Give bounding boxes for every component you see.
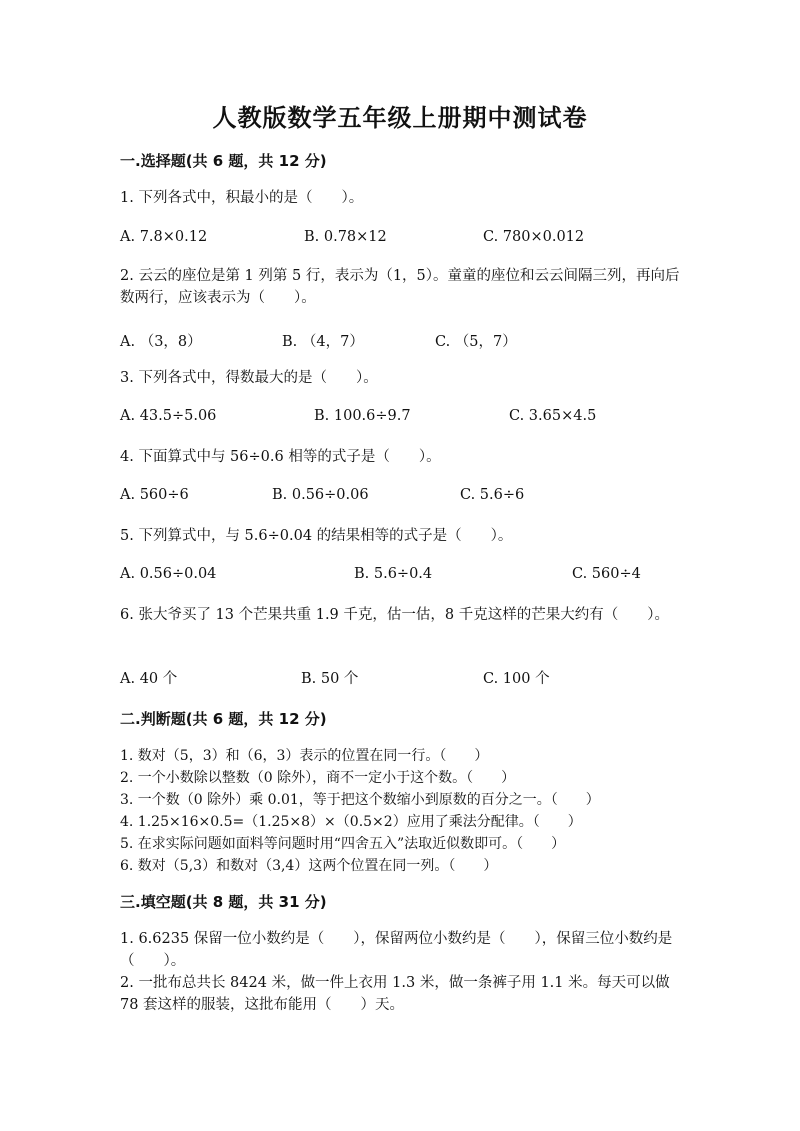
option-b: B. 0.56÷0.06 <box>272 487 369 503</box>
option-a: A. 0.56÷0.04 <box>120 566 217 582</box>
judgement-item: 2. 一个小数除以整数（0 除外），商不一定小于这个数。（ ） <box>120 770 516 786</box>
judgement-item: 4. 1.25×16×0.5=（1.25×8）×（0.5×2）应用了乘法分配律。（ ） <box>120 814 582 830</box>
option-b: B. 50 个 <box>301 671 359 687</box>
option-b: B. （4，7） <box>282 334 364 350</box>
option-c: C. 780×0.012 <box>483 229 585 245</box>
section-heading-choice: 一.选择题(共 6 题，共 12 分) <box>120 152 327 170</box>
question-text: 6. 张大爷买了 13 个芒果共重 1.9 千克，估一估，8 千克这样的芒果大约有（ ）。 <box>120 607 669 623</box>
judgement-item: 3. 一个数（0 除外）乘 0.01，等于把这个数缩小到原数的百分之一。（ ） <box>120 792 600 808</box>
section-heading-fill: 三.填空题(共 8 题，共 31 分) <box>120 893 327 911</box>
option-a: A. 560÷6 <box>120 487 189 503</box>
judgement-item: 6. 数对（5,3）和数对（3,4）这两个位置在同一列。（ ） <box>120 858 498 874</box>
option-c: C. （5，7） <box>435 334 517 350</box>
option-c: C. 5.6÷6 <box>460 487 525 503</box>
question-text: 2. 云云的座位是第 1 列第 5 行，表示为（1，5）。童童的座位和云云间隔三列，再向后数两行，应该表示为（ ）。 <box>120 268 680 306</box>
option-b: B. 5.6÷0.4 <box>354 566 433 582</box>
fill-item: 1. 6.6235 保留一位小数约是（ ），保留两位小数约是（ ），保留三位小数约是（ ）。 <box>120 931 673 969</box>
question-text: 4. 下面算式中与 56÷0.6 相等的式子是（ ）。 <box>120 449 441 465</box>
option-b: B. 100.6÷9.7 <box>314 408 411 424</box>
fill-item: 2. 一批布总共长 8424 米，做一件上衣用 1.3 米，做一条裤子用 1.1 米。每天可以做 78 套这样的服装，这批布能用（ ）天。 <box>120 975 670 1013</box>
judgement-item: 5. 在求实际问题如面料等问题时用“四舍五入”法取近似数即可。（ ） <box>120 836 566 852</box>
option-a: A. 43.5÷5.06 <box>120 408 217 424</box>
option-c: C. 560÷4 <box>572 566 641 582</box>
question-text: 5. 下列算式中，与 5.6÷0.04 的结果相等的式子是（ ）。 <box>120 528 513 544</box>
judgement-item: 1. 数对（5，3）和（6，3）表示的位置在同一行。（ ） <box>120 748 489 764</box>
option-c: C. 3.65×4.5 <box>509 408 597 424</box>
option-a: A. （3，8） <box>120 334 202 350</box>
option-a: A. 40 个 <box>120 671 178 687</box>
page-title: 人教版数学五年级上册期中测试卷 <box>212 104 588 132</box>
question-text: 1. 下列各式中，积最小的是（ ）。 <box>120 190 364 206</box>
option-b: B. 0.78×12 <box>304 229 387 245</box>
option-c: C. 100 个 <box>483 671 550 687</box>
option-a: A. 7.8×0.12 <box>120 229 208 245</box>
section-heading-judgement: 二.判断题(共 6 题，共 12 分) <box>120 710 327 728</box>
question-text: 3. 下列各式中，得数最大的是（ ）。 <box>120 370 378 386</box>
